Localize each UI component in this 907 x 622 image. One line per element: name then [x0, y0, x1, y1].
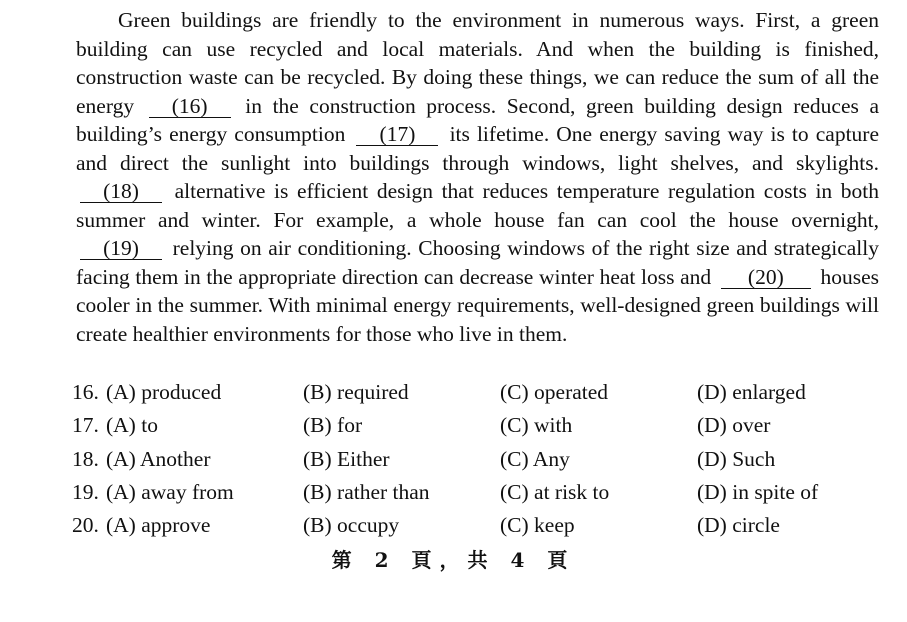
option-c: (C) with [500, 413, 573, 438]
question-row-16 [72, 377, 882, 410]
option-b: (B) for [303, 413, 363, 438]
question-row-18 [72, 444, 882, 477]
passage-text-1: Green buildings are friendly to the environment in numerous ways. First, a green building can use recycled and local materials. And when the building is finished, construction waste can be recycled. By doing these things, we can reduce the sum of all the energy [76, 8, 879, 118]
question-number: 18. [72, 446, 99, 471]
option-d: (D) circle [697, 513, 780, 538]
question-number: 17. [72, 413, 99, 438]
page-number-footer: 第 2 頁，共 4 頁 [331, 548, 576, 572]
question-row-17 [72, 410, 882, 443]
option-a: (A) approve [106, 513, 211, 538]
blank-19: (19) [80, 237, 162, 260]
option-b: (B) occupy [303, 513, 400, 538]
blank-18: (18) [80, 180, 162, 203]
question-list [72, 377, 882, 543]
option-b: (B) rather than [303, 479, 430, 504]
option-c: (C) at risk to [500, 479, 610, 504]
option-a: (A) away from [106, 479, 234, 504]
blank-17: (17) [356, 123, 438, 146]
option-c: (C) keep [500, 513, 575, 538]
passage-text-2: in the construction process. Second, green building design reduces a building’s energy consumption [76, 93, 879, 146]
passage-text-3: its lifetime. One energy saving way is to capture and direct the sunlight into buildings through windows, light shelves, and skylights. [76, 122, 880, 175]
option-d: (D) Such [697, 446, 776, 471]
option-d: (D) enlarged [697, 380, 806, 404]
option-a: (A) produced [106, 380, 222, 404]
passage-text-6: houses cooler in the summer. With minimal energy requirements, well-designed green buildings will create healthier environments for those who live in them. [76, 264, 880, 346]
passage-text-5: relying on air conditioning. Choosing windows of the right size and strategically facing them in the appropriate direction can decrease winter heat loss and [76, 236, 879, 289]
question-number: 16. [72, 380, 99, 404]
blank-16: (16) [149, 95, 231, 118]
option-d: (D) in spite of [697, 479, 819, 504]
question-number: 19. [72, 479, 99, 504]
question-row-19 [72, 477, 882, 510]
option-b: (B) Either [303, 446, 390, 471]
option-a: (A) to [106, 413, 158, 438]
option-b: (B) required [303, 380, 409, 404]
question-row-20 [72, 510, 882, 543]
blank-20: (20) [721, 266, 811, 289]
option-d: (D) over [697, 413, 771, 438]
question-number: 20. [72, 513, 99, 538]
option-a: (A) Another [106, 446, 211, 471]
option-c: (C) Any [500, 446, 570, 471]
passage-text-4: alternative is efficient design that reduces temperature regulation costs in both summer and winter. For example, a whole house fan can cool the house overnight, [76, 179, 880, 232]
option-c: (C) operated [500, 380, 609, 404]
cloze-passage [76, 6, 879, 348]
